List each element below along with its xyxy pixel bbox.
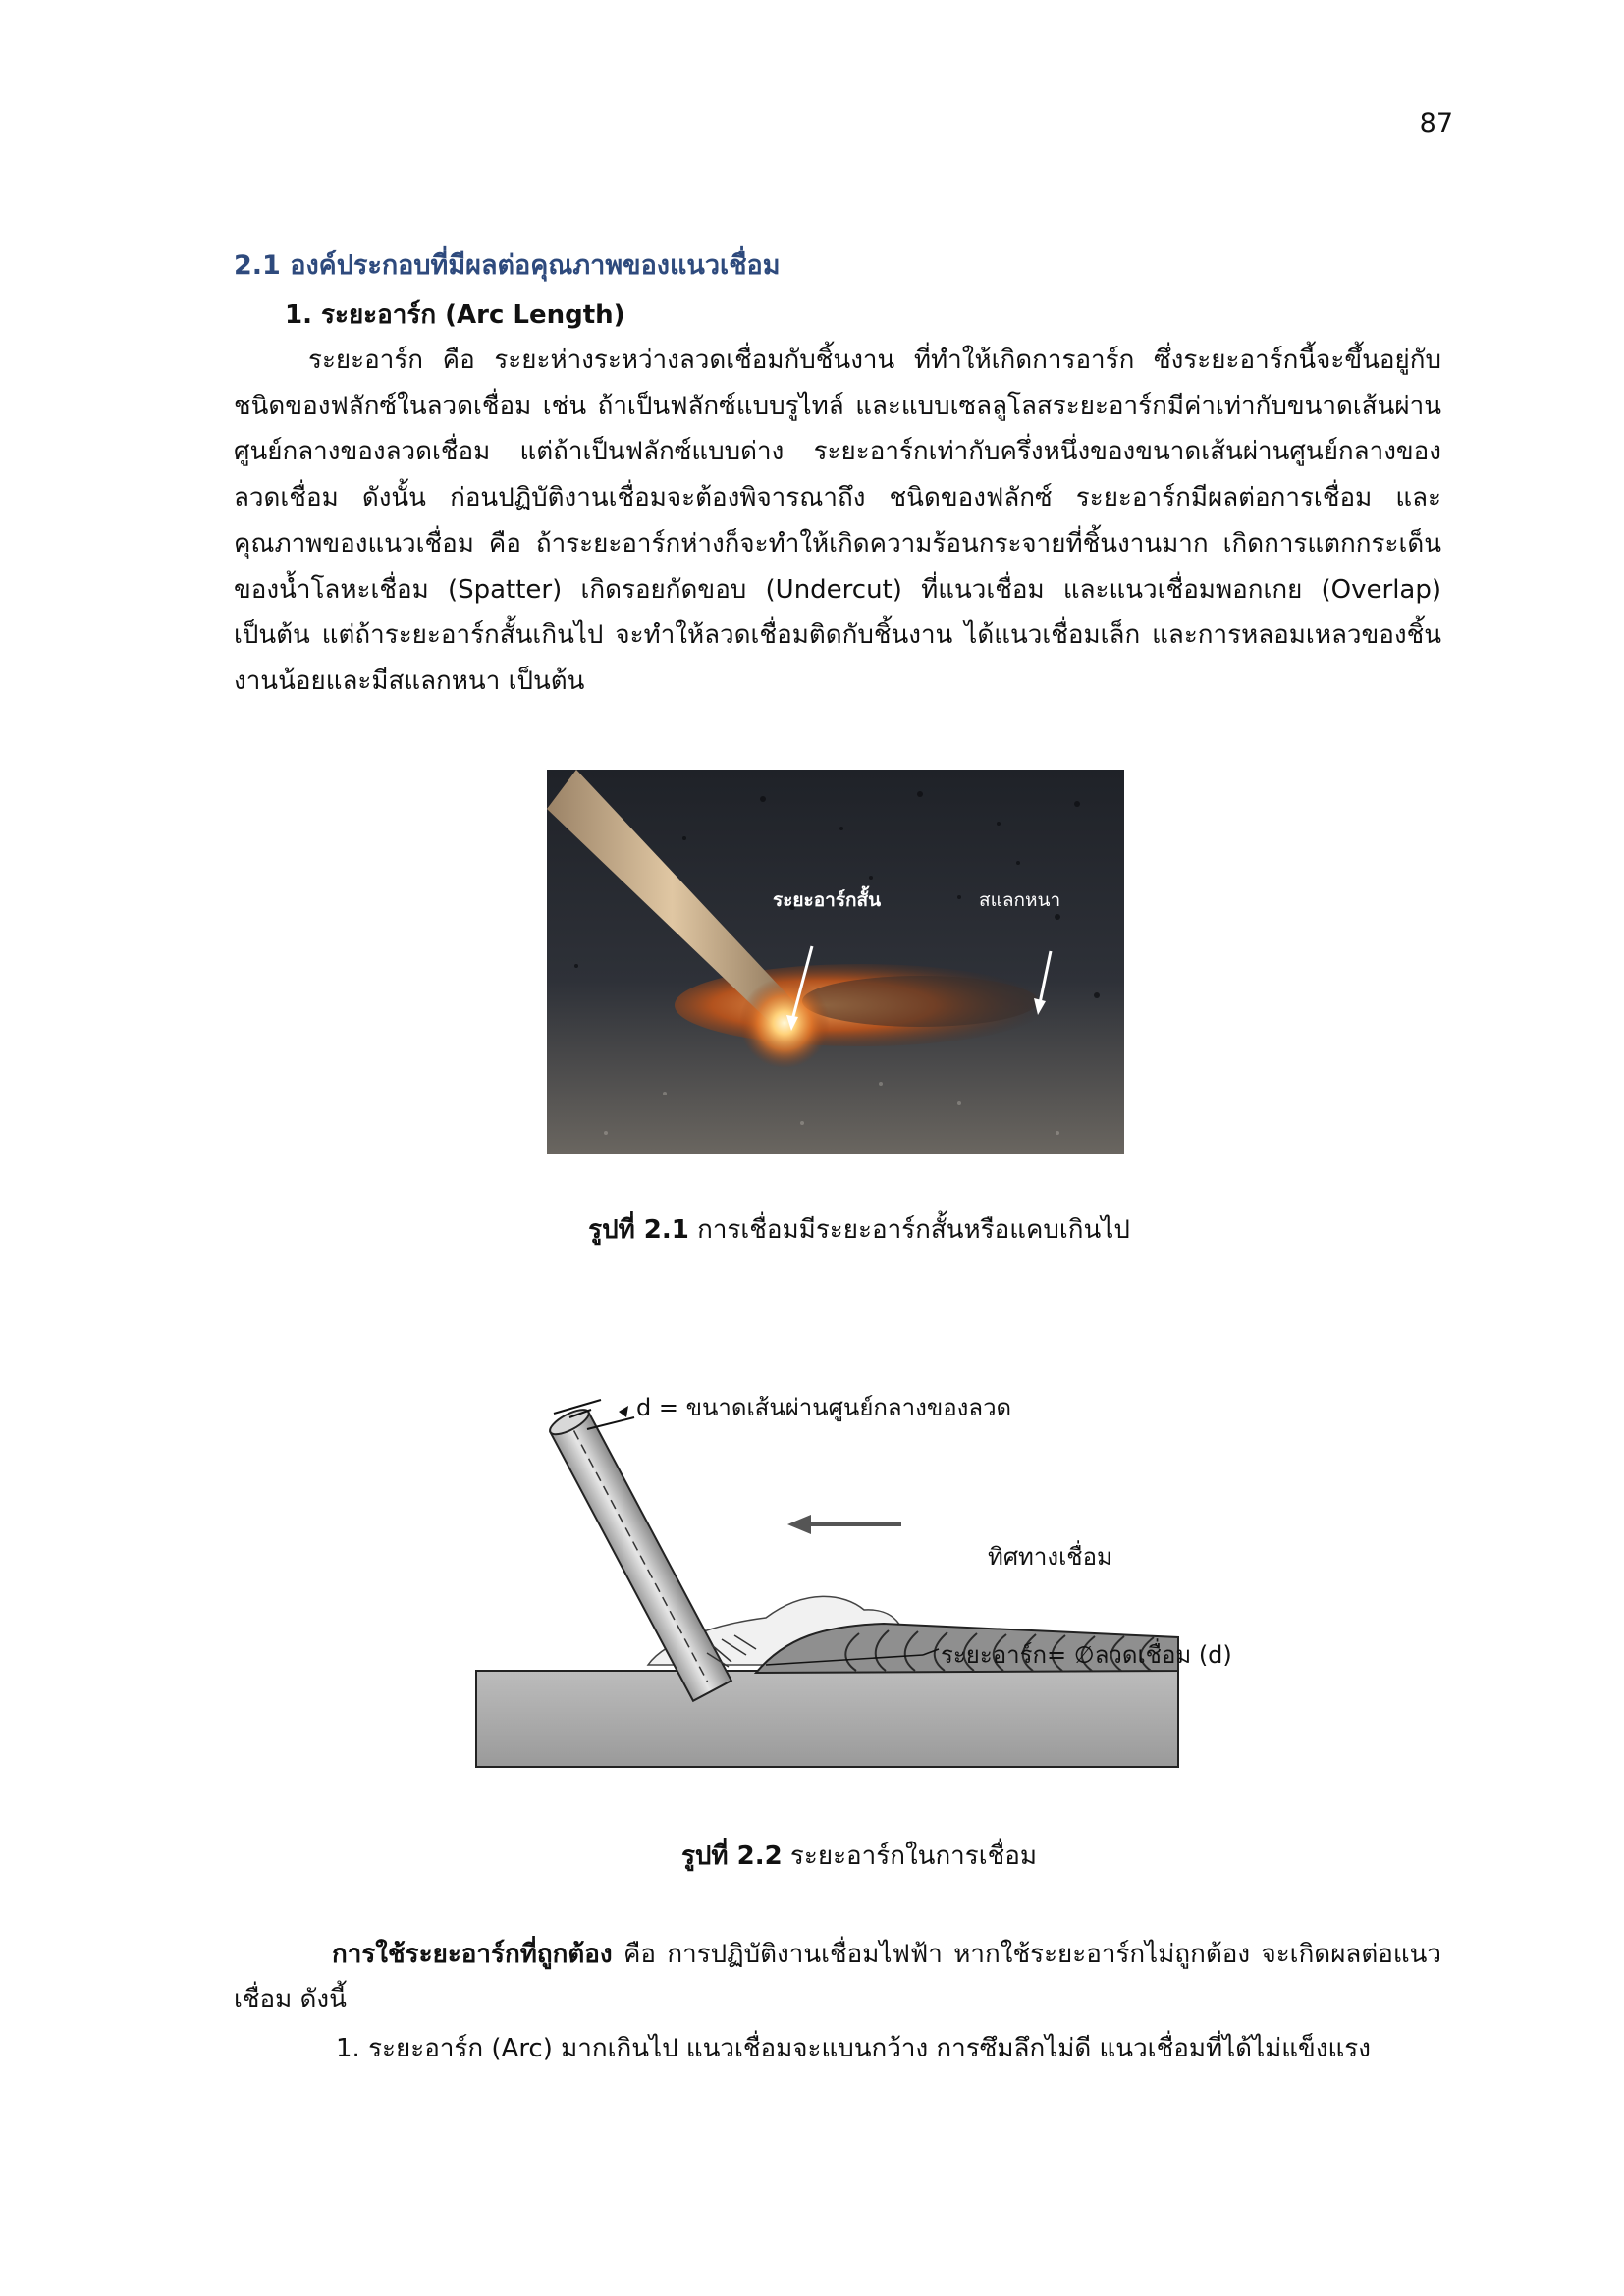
figure-2-2-caption: [393, 1836, 1326, 1876]
figure-2-1-caption-text: การเชื่อมมีระยะอาร์กสั้นหรือแคบเกินไป: [688, 1215, 1130, 1245]
subheading-arc-length: 1. ระยะอาร์ก (Arc Length): [285, 300, 625, 330]
figure-2-1-caption-prefix: รูปที่ 2.1: [588, 1215, 689, 1245]
figure-2-2-caption-text: ระยะอาร์กในการเชื่อม: [782, 1842, 1038, 1871]
arc-length-diagram: [471, 1392, 1257, 1814]
direction-label: ทิศทางเชื่อม: [988, 1543, 1112, 1571]
arc-length-paragraph: ระยะอาร์ก คือ ระยะห่างระหว่างลวดเชื่อมกับชิ้นงาน ที่ทำให้เกิดการอาร์ก ซึ่งระยะอาร์กนี้จะขึ้นอยู่กับชนิดของฟลักซ์ในลวดเชื่อม เช่น ถ้าเป็นฟลักซ์แบบรูไทล์ และแบบเซลลูโลสระยะอาร์กมีค่าเท่ากับขนาดเส้นผ่านศูนย์กลางของลวดเชื่อม แต่ถ้าเป็นฟลักซ์แบบด่าง ระยะอาร์กเท่ากับครึ่งหนึ่งของขนาดเส้นผ่านศูนย์กลางของลวดเชื่อม ดังนั้น ก่อนปฏิบัติงานเชื่อมจะต้องพิจารณาถึง ชนิดของฟลักซ์ ระยะอาร์กมีผลต่อการเชื่อม และคุณภาพของแนวเชื่อม คือ ถ้าระยะอาร์กห่างก็จะทำให้เกิดความร้อนกระจายที่ชิ้นงานมาก เกิดการแตกกระเด็นของน้ำโลหะเชื่อม (Spatter) เกิดรอยกัดขอบ (Undercut) ที่แนวเชื่อม และแนวเชื่อมพอกเกย (Overlap) เป็นต้น แต่ถ้าระยะอาร์กสั้นเกินไป จะทำให้ลวดเชื่อมติดกับชิ้นงาน ได้แนวเชื่อมเล็ก และการหลอมเหลวของชิ้นงานน้อยและมีสแลกหนา เป็นต้น: [234, 346, 1441, 696]
thick-slag-label: สแลกหนา: [979, 889, 1061, 911]
arc-length-formula-label: ระยะอาร์ก= ∅ลวดเชื่อม (d): [941, 1641, 1232, 1669]
figure-2-1-caption: [393, 1209, 1326, 1250]
correct-arc-usage-lead: การใช้ระยะอาร์กที่ถูกต้อง: [332, 1940, 613, 1969]
list-item-arc-too-long: 1. ระยะอาร์ก (Arc) มากเกินไป แนวเชื่อมจะแบนกว้าง การซึมลึกไม่ดี แนวเชื่อมที่ได้ไม่แข็งแรง: [336, 2034, 1371, 2063]
short-arc-label: ระยะอาร์กสั้น: [773, 889, 882, 911]
section-heading: 2.1 องค์ประกอบที่มีผลต่อคุณภาพของแนวเชื่อม: [234, 250, 781, 281]
correct-arc-usage-text: คือ การปฏิบัติงานเชื่อมไฟฟ้า หากใช้ระยะอาร์กไม่ถูกต้อง จะเกิดผลต่อแนวเชื่อม ดังนี้: [234, 1940, 1441, 2014]
welding-photo: [547, 770, 1124, 1154]
correct-arc-usage-paragraph: [234, 1932, 1441, 2022]
figure-2-2-caption-prefix: รูปที่ 2.2: [680, 1842, 783, 1871]
photo-arrows: [547, 770, 1124, 1154]
page-number: 87: [1419, 108, 1453, 138]
diameter-label: d = ขนาดเส้นผ่านศูนย์กลางของลวด: [636, 1394, 1012, 1421]
